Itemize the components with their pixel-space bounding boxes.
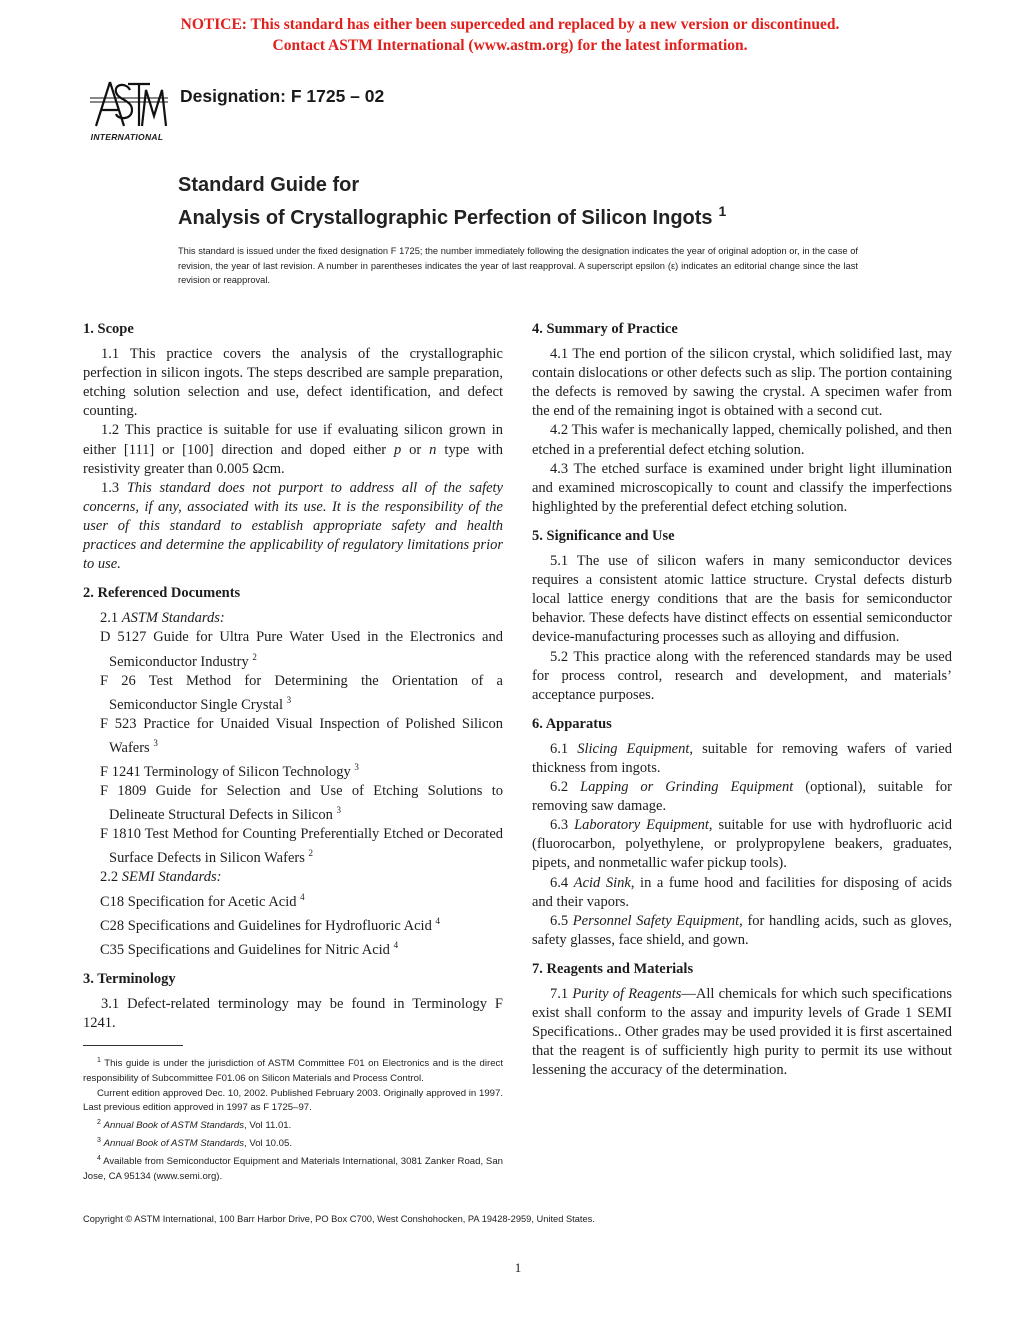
fn1-mark: 1 (97, 1057, 101, 1065)
apparatus-list (532, 740, 952, 950)
astm-logo-icon (84, 76, 170, 134)
section-heading-apparatus: 6. Apparatus (532, 715, 612, 732)
semi-standards-label (83, 868, 503, 887)
paragraph-1-3 (83, 479, 503, 574)
section-heading-summary: 4. Summary of Practice (532, 321, 678, 337)
title-line-1: Standard Guide for (178, 174, 360, 196)
p12-text-c: type with resistivity greater than 0.005 Ωcm. (83, 441, 503, 477)
astm-sup: 3 (336, 805, 341, 816)
astm-logo (84, 76, 170, 148)
semi-label-num: 2.2 (100, 869, 122, 886)
apparatus-num: 6.4 (550, 874, 574, 891)
fn2-text: Annual Book of ASTM Standards (103, 1120, 245, 1132)
semi-standards-list (83, 888, 503, 960)
semi-text: C35 Specifications and Guidelines for Nitric Acid (100, 941, 390, 958)
page-number: 1 (514, 1260, 522, 1275)
fn4-mark: 4 (97, 1154, 101, 1162)
apparatus-text: (optional), suitable for removing saw damage. (532, 779, 953, 815)
apparatus-num: 6.1 (550, 740, 578, 757)
semi-label-text: SEMI Standards: (121, 869, 222, 886)
p71-text: —All chemicals for which such specifications exist shall conform to the assay and impurity levels of Grade 1 SEMI Specifications.. Other grades may be used provided it is first ascertained that the reagent is of sufficiently high purity to permit its use without lessening the accuracy of the determination. (532, 986, 953, 1079)
apparatus-term: Acid Sink (573, 874, 631, 891)
right-column (532, 320, 952, 1080)
discontinued-notice (0, 14, 1020, 56)
semi-text: C18 Specification for Acetic Acid (100, 893, 297, 910)
p71-term: Purity of Reagents (572, 986, 682, 1002)
apparatus-num: 6.5 (550, 912, 573, 929)
astm-label-text: ASTM Standards: (121, 610, 225, 627)
apparatus-term: Lapping or Grinding Equipment (580, 779, 794, 796)
reference-item (83, 758, 503, 782)
astm-wordmark: INTERNATIONAL (90, 132, 164, 142)
left-column (83, 320, 503, 1184)
fn1-text: This guide is under the jurisdiction of ASTM Committee F01 on Electronics and is the direct responsibility of Subcommittee F01.06 on Silicon Materials and Process Control. (83, 1058, 503, 1084)
apparatus-item (532, 874, 952, 912)
astm-sup: 2 (252, 651, 257, 662)
footnote-4 (83, 1152, 503, 1185)
footnote-1 (83, 1054, 503, 1087)
astm-text: D 5127 Guide for Ultra Pure Water Used in the Electronics and Semiconductor Industry (100, 629, 503, 670)
apparatus-num: 6.2 (550, 779, 581, 796)
paragraph-3-1: 3.1 Defect-related terminology may be found in Terminology F 1241. (83, 995, 503, 1031)
footnote-1-edition: Current edition approved Dec. 10, 2002. Published February 2003. Originally approved in 1997. Last previous edition approved in 1997 as F 1725–97. (83, 1087, 503, 1114)
fn3-mark: 3 (97, 1137, 101, 1145)
apparatus-item (532, 816, 952, 873)
paragraph-1-1: 1.1 This practice covers the analysis of the crystallographic perfection in silicon ingots. The steps described are sample preparation, etching solution selection and use, defect identification, and defect counting. (83, 346, 503, 420)
apparatus-term: Slicing Equipment (577, 740, 690, 757)
reference-item (83, 628, 503, 671)
copyright-line: Copyright © ASTM International, 100 Barr Harbor Drive, PO Box C700, West Conshohocken, PA 19428-2959, United States. (83, 1214, 595, 1224)
apparatus-text: , suitable for removing wafers of varied thickness from ingots. (532, 740, 952, 776)
paragraph-1-2 (83, 421, 503, 478)
p12-n: n (429, 441, 437, 458)
apparatus-text: , suitable for use with hydrofluoric acid (fluorocarbon, polyethylene, or prolypropylene beakers, graduates, pipets, and nonmetallic wafer pickup tools). (532, 817, 952, 872)
semi-sup: 4 (435, 915, 440, 926)
p71-num: 7.1 (550, 986, 573, 1002)
issued-note: This standard is issued under the fixed designation F 1725; the number immediately following the designation indicates the year of original adoption or, in the case of revision, the year of last revision. A number in parentheses indicates the year of last reapproval. A superscript epsilon (ε) indicates an editorial change since the last revision or reapproval. (178, 246, 858, 285)
paragraph-5-2: 5.2 This practice along with the referenced standards may be used for process control, research and development, and materials’ acceptance purposes. (532, 648, 952, 703)
section-heading-reagents: 7. Reagents and Materials (532, 960, 694, 977)
section-heading-significance: 5. Significance and Use (532, 527, 675, 544)
astm-sup: 3 (286, 694, 292, 705)
p12-text-a: 1.2 This practice is suitable for use if evaluating silicon grown in either [111] or [100] direction and doped either (83, 422, 503, 458)
astm-text: F 523 Practice for Unaided Visual Inspection of Polished Silicon Wafers (100, 715, 503, 756)
semi-sup: 4 (393, 939, 399, 950)
apparatus-num: 6.3 (550, 817, 575, 834)
apparatus-item (532, 912, 952, 950)
reference-item (83, 912, 503, 936)
astm-sup: 2 (308, 848, 313, 859)
paragraph-4-2: 4.2 This wafer is mechanically lapped, chemically polished, and then etched in a preferential defect etching solution. (532, 422, 952, 458)
section-heading-terminology: 3. Terminology (83, 970, 176, 987)
fn3-text: Annual Book of ASTM Standards (103, 1138, 245, 1150)
footnote-3 (83, 1134, 503, 1152)
notice-line-2: Contact ASTM International (www.astm.org) for the latest information. (272, 37, 748, 54)
designation: Designation: F 1725 – 02 (180, 86, 385, 106)
reference-item (83, 715, 503, 758)
paragraph-4-3: 4.3 The etched surface is examined under bright light illumination and examined microscopically to count and classify the imperfections highlighted by the preferential defect etching solution. (532, 460, 952, 515)
astm-text: F 1241 Terminology of Silicon Technology (100, 763, 351, 780)
notice-line-1: NOTICE: This standard has either been superceded and replaced by a new version or discontinued. (180, 16, 840, 33)
astm-sup: 3 (354, 761, 359, 772)
apparatus-term: Laboratory Equipment (574, 817, 709, 834)
p13-num: 1.3 (101, 479, 127, 496)
p12-p: p (394, 441, 402, 458)
astm-sup: 3 (153, 737, 158, 748)
footnote-2 (83, 1116, 503, 1134)
p13-text: This standard does not purport to address all of the safety concerns, if any, associated with its use. It is the responsibility of the user of this standard to establish appropriate safety and health practices and determine the applicability of regulatory limitations prior to use. (83, 479, 503, 573)
reference-item (83, 936, 503, 960)
apparatus-text: , in a fume hood and facilities for disposing of acids and their vapors. (532, 874, 952, 910)
p12-text-b: or (401, 441, 430, 458)
fn2-mark: 2 (97, 1119, 101, 1127)
reference-item (83, 888, 503, 912)
apparatus-item (532, 778, 952, 816)
section-heading-referenced: 2. Referenced Documents (83, 585, 241, 602)
footnote-divider (83, 1045, 183, 1046)
section-heading-scope: 1. Scope (83, 321, 134, 337)
astm-text: F 1810 Test Method for Counting Preferentially Etched or Decorated Surface Defects in Silicon Wafers (100, 826, 503, 867)
apparatus-text: , for handling acids, such as gloves, safety glasses, face shield, and gown. (532, 912, 952, 948)
paragraph-7-1 (532, 985, 952, 1080)
reference-item (83, 782, 503, 825)
apparatus-item (532, 740, 952, 778)
astm-standards-list (83, 628, 503, 868)
fn3-vol: , Vol 10.05. (244, 1138, 293, 1150)
astm-standards-label (83, 609, 503, 628)
paragraph-5-1: 5.1 The use of silicon wafers in many semiconductor devices requires a consistent atomic lattice structure. Crystal defects disturb local lattice energy conditions that are the basis for semiconductor behavior. These defects have distinct effects on essential semiconductor device-manufacturing processes such as alloying and diffusion. (532, 553, 952, 646)
astm-label-num: 2.1 (100, 610, 122, 627)
title-footnote-mark: 1 (718, 203, 727, 219)
astm-text: F 26 Test Method for Determining the Orientation of a Semiconductor Single Crystal (100, 672, 503, 713)
apparatus-term: Personnel Safety Equipment (572, 912, 740, 929)
document-title (178, 172, 726, 231)
fn4-text: Available from Semiconductor Equipment and Materials International, 3081 Zanker Road, San Jose, CA 95134 (www.semi.org). (83, 1155, 503, 1182)
fn2-vol: , Vol 11.01. (244, 1120, 292, 1132)
title-main: Analysis of Crystallographic Perfection of Silicon Ingots (178, 207, 713, 229)
reference-item (83, 672, 503, 715)
reference-item (83, 825, 503, 868)
semi-sup: 4 (300, 891, 305, 902)
semi-text: C28 Specifications and Guidelines for Hydrofluoric Acid (100, 917, 432, 934)
paragraph-4-1: 4.1 The end portion of the silicon crystal, which solidified last, may contain dislocations or other defects such as slip. The portion containing the defects is removed by sawing the crystal. A specimen wafer from the end of the remaining ingot is obtained with a second cut. (532, 346, 952, 420)
astm-text: F 1809 Guide for Selection and Use of Etching Solutions to Delineate Structural Defects in Silicon (100, 783, 503, 824)
title-line-2 (178, 198, 726, 231)
